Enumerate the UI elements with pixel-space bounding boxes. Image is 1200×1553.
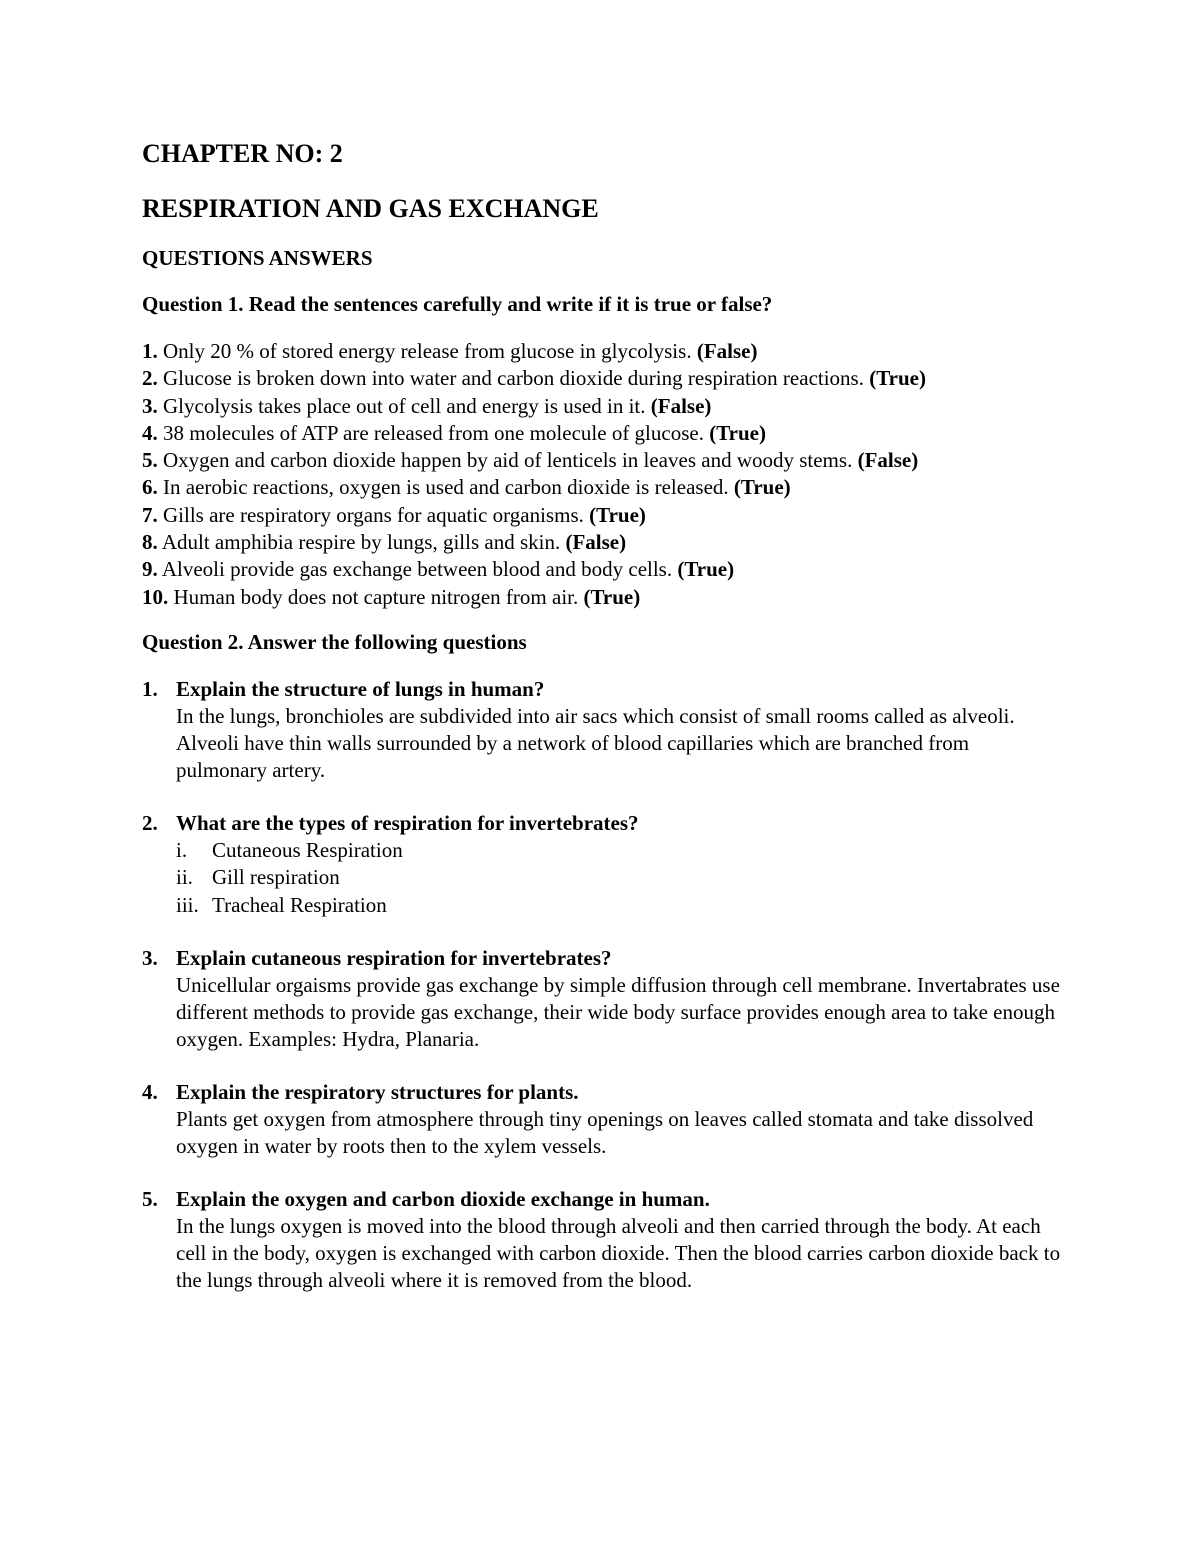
item-answer: (True) — [733, 475, 791, 500]
item-number: 10. — [142, 584, 169, 609]
answer-list — [142, 676, 1062, 1294]
item-number: 9. — [142, 557, 158, 582]
item-number: 6. — [142, 475, 158, 500]
question-2-heading: Question 2. Answer the following questions — [142, 629, 527, 654]
item-number: 4. — [142, 420, 158, 445]
respiration-types-list — [176, 837, 1062, 919]
qa-answer: In the lungs, bronchioles are subdivided into air sacs which consist of small rooms called as alveoli. Alveoli have thin walls surrounded by a network of blood capillaries which are branched from pulmonary artery. — [176, 703, 1015, 782]
sub-item-number: iii. — [176, 892, 199, 917]
item-number: 1. — [142, 339, 158, 363]
true-false-item — [142, 474, 1062, 501]
qa-item — [142, 1186, 1062, 1294]
sub-list-item — [176, 892, 1062, 919]
qa-item — [142, 810, 1062, 919]
true-false-item — [142, 556, 1062, 583]
qa-question: Explain the respiratory structures for plants. — [176, 1079, 579, 1104]
item-text: Glucose is broken down into water and carbon dioxide during respiration reactions. — [157, 366, 870, 391]
question-1-heading: Question 1. Read the sentences carefully and write if it is true or false? — [142, 292, 773, 316]
item-text: 38 molecules of ATP are released from one molecule of glucose. — [157, 420, 710, 445]
qa-answer: In the lungs oxygen is moved into the blood through alveoli and then carried through the body. At each cell in the body, oxygen is exchanged with carbon dioxide. Then the blood carries carbon dioxide back to the lungs through alveoli where it is removed from the blood. — [176, 1213, 1061, 1292]
true-false-item — [142, 420, 1062, 447]
qa-answer: Unicellular orgaisms provide gas exchange by simple diffusion through cell membrane. Invertabrates use different methods to provide gas exchange, their wide body surface provides enough area to take enough oxygen. Examples: Hydra, Planaria. — [176, 972, 1060, 1051]
true-false-item — [142, 393, 1062, 420]
item-answer: (False) — [650, 393, 712, 418]
item-number: 7. — [142, 502, 158, 527]
item-text: Human body does not capture nitrogen from air. — [168, 584, 584, 609]
qa-question: What are the types of respiration for invertebrates? — [176, 810, 639, 835]
item-answer: (True) — [589, 502, 646, 527]
qa-question: Explain the structure of lungs in human? — [176, 676, 545, 701]
sub-item-text: Tracheal Respiration — [212, 892, 387, 917]
qa-number: 4. — [142, 1079, 158, 1104]
true-false-list — [142, 338, 1062, 611]
item-text: Oxygen and carbon dioxide happen by aid of lenticels in leaves and woody stems. — [157, 448, 858, 473]
item-answer: (True) — [583, 584, 641, 609]
true-false-item — [142, 365, 1062, 392]
sub-list-item — [176, 864, 1062, 891]
item-text: Gills are respiratory organs for aquatic organisms. — [157, 502, 590, 527]
item-text: Only 20 % of stored energy release from glucose in glycolysis. — [157, 339, 697, 363]
item-text: Alveoli provide gas exchange between blood and body cells. — [157, 557, 678, 582]
item-answer: (False) — [565, 530, 627, 555]
item-number: 3. — [142, 393, 158, 418]
chapter-number: CHAPTER NO: 2 — [142, 139, 343, 168]
qa-answer: Plants get oxygen from atmosphere through tiny openings on leaves called stomata and take dissolved oxygen in water by roots then to the xylem vessels. — [176, 1106, 1034, 1158]
sub-item-number: ii. — [176, 865, 193, 890]
true-false-item — [142, 584, 1062, 611]
document-page — [142, 138, 1062, 1320]
true-false-item — [142, 502, 1062, 529]
item-answer: (True) — [677, 557, 735, 582]
qa-number: 2. — [142, 810, 158, 835]
item-number: 5. — [142, 448, 158, 473]
item-text: In aerobic reactions, oxygen is used and carbon dioxide is released. — [157, 475, 734, 500]
qa-item — [142, 945, 1062, 1053]
item-answer: (False) — [696, 339, 758, 363]
item-answer: (False) — [857, 448, 919, 473]
item-text: Adult amphibia respire by lungs, gills and skin. — [157, 530, 566, 555]
qa-number: 5. — [142, 1186, 158, 1211]
qa-item — [142, 1079, 1062, 1160]
qa-question: Explain the oxygen and carbon dioxide exchange in human. — [176, 1186, 710, 1211]
item-number: 2. — [142, 366, 158, 391]
chapter-title: RESPIRATION AND GAS EXCHANGE — [142, 194, 599, 223]
section-subtitle: QUESTIONS ANSWERS — [142, 246, 373, 270]
sub-list-item — [176, 837, 1062, 864]
qa-item — [142, 676, 1062, 784]
item-answer: (True) — [709, 420, 766, 445]
true-false-item — [142, 529, 1062, 556]
true-false-item — [142, 447, 1062, 474]
sub-item-text: Gill respiration — [212, 865, 340, 890]
qa-question: Explain cutaneous respiration for invertebrates? — [176, 945, 612, 970]
item-answer: (True) — [869, 366, 926, 391]
qa-number: 3. — [142, 945, 158, 970]
item-number: 8. — [142, 530, 158, 555]
item-text: Glycolysis takes place out of cell and energy is used in it. — [157, 393, 651, 418]
sub-item-number: i. — [176, 837, 188, 862]
sub-item-text: Cutaneous Respiration — [212, 837, 403, 862]
qa-number: 1. — [142, 676, 158, 701]
true-false-item — [142, 338, 1062, 365]
